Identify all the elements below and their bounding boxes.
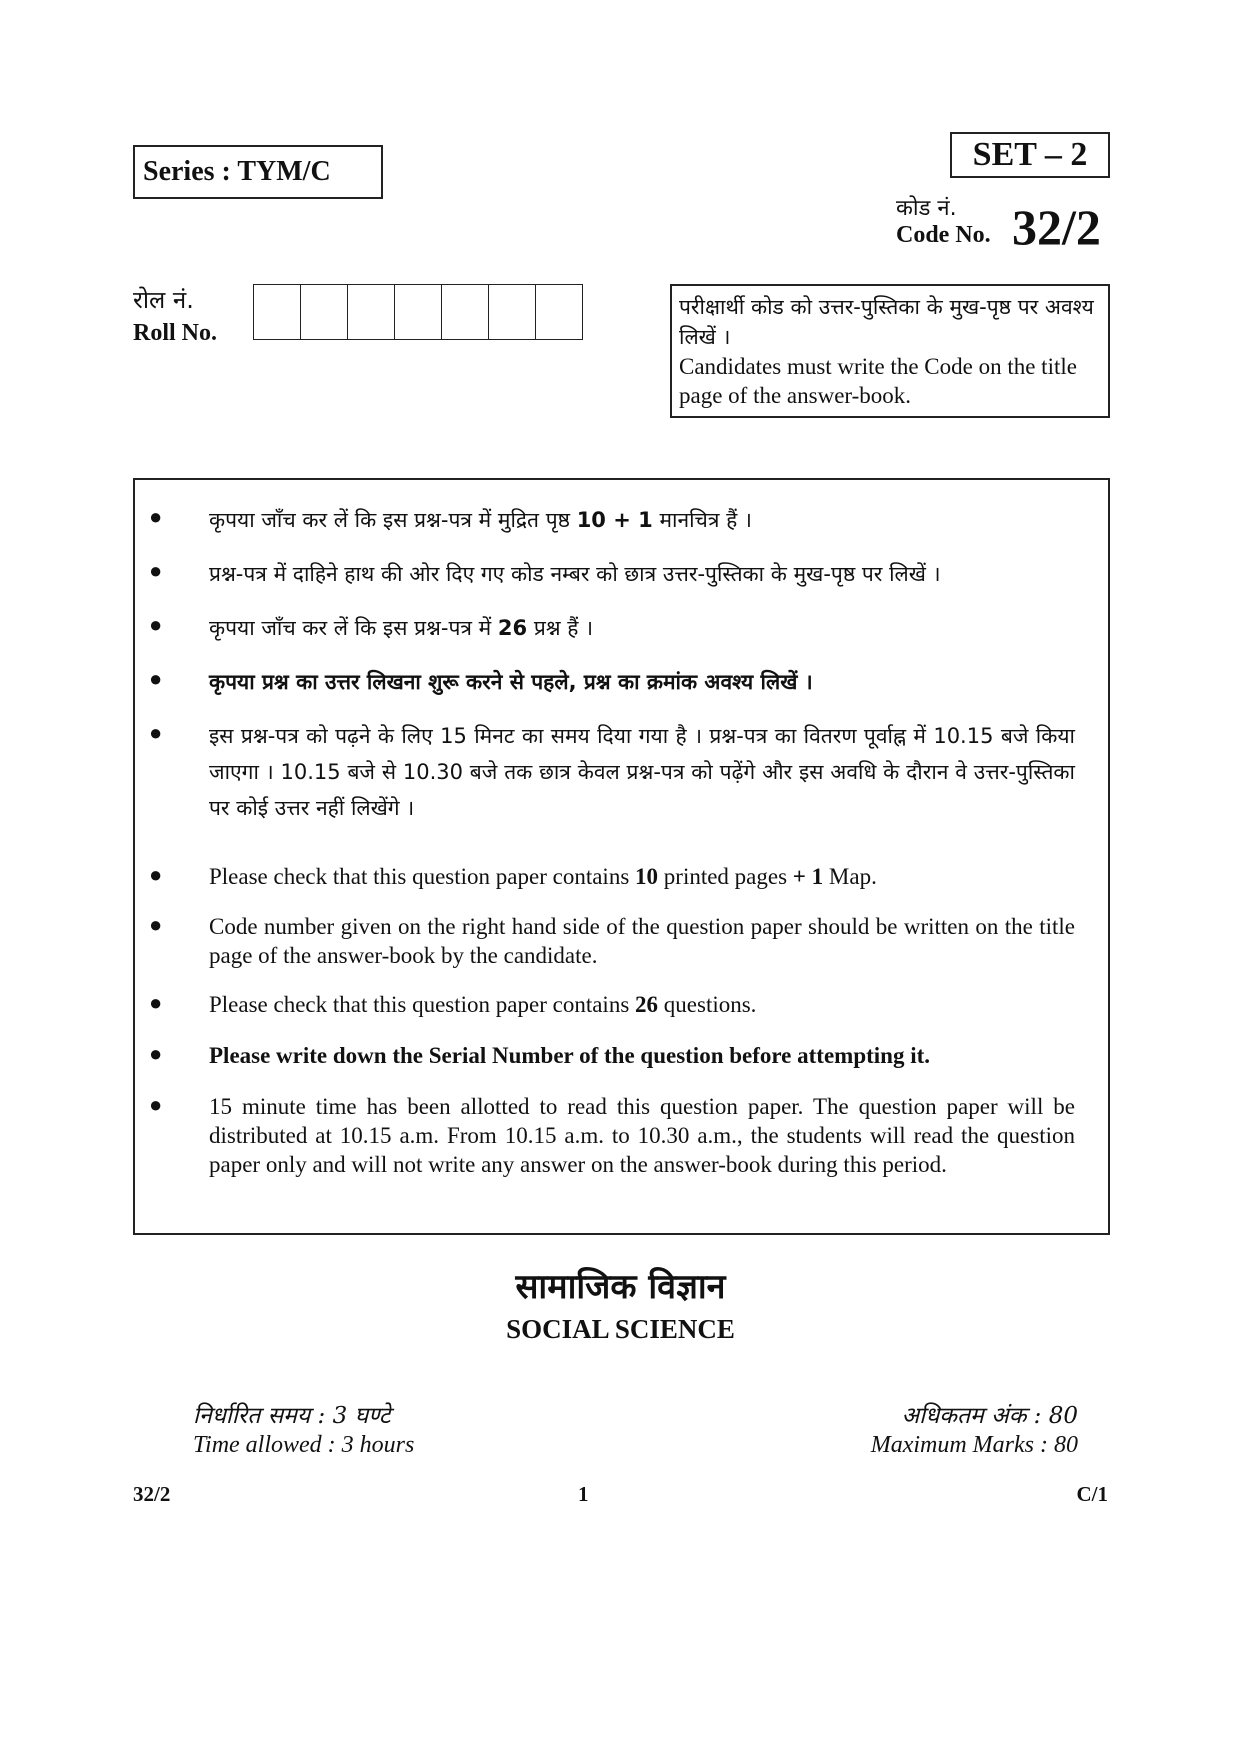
subject-title-english: SOCIAL SCIENCE bbox=[506, 1314, 735, 1344]
code-number: 32/2 bbox=[1012, 199, 1101, 255]
page-number: 1 bbox=[578, 1482, 589, 1506]
roll-label-english: Roll No. bbox=[133, 320, 217, 346]
bullet-icon: ● bbox=[149, 666, 163, 691]
bullet-icon: ● bbox=[149, 558, 163, 583]
bullet-icon: ● bbox=[149, 1041, 163, 1066]
bullet-icon: ● bbox=[149, 862, 163, 887]
bullet-icon: ● bbox=[149, 720, 163, 745]
instruction-text: 15 minute time has been allotted to read this question paper. The question paper will be distributed at 10.15 a.m. From 10.15 a.m. to 10.30 a.m., the students will read the question paper only and will not write any answer on the answer-book during this period. bbox=[209, 1094, 1075, 1177]
bullet-icon: ● bbox=[149, 912, 163, 937]
bullet-icon: ● bbox=[149, 612, 163, 637]
roll-box[interactable] bbox=[301, 285, 348, 339]
instructions-box bbox=[133, 478, 1110, 1235]
roll-box[interactable] bbox=[489, 285, 536, 339]
footer-copy-code: C/1 bbox=[1076, 1482, 1108, 1506]
set-label: SET – 2 bbox=[950, 132, 1110, 178]
instruction-text: इस प्रश्न-पत्र को पढ़ने के लिए 15 मिनट का समय दिया गया है । प्रश्न-पत्र का वितरण पूर्वाह्न में 10.15 बजे किया जाएगा । 10.15 बजे से 10.30 बजे तक छात्र केवल प्रश्न-पत्र को पढ़ेंगे और इस अवधि के दौरान वे उत्तर-पुस्तिका पर कोई उत्तर नहीं लिखेंगे । bbox=[209, 724, 1075, 820]
instruction-text: Please write down the Serial Number of the question before attempting it. bbox=[209, 1043, 931, 1068]
instruction-text: Please check that this question paper contains 10 printed pages + 1 Map. bbox=[209, 864, 877, 889]
subject-title-hindi: सामाजिक विज्ञान bbox=[515, 1267, 726, 1307]
maximum-marks-hindi: अधिकतम अंक : 80 bbox=[901, 1403, 1078, 1429]
roll-number-boxes[interactable] bbox=[253, 284, 583, 340]
time-allowed-english: Time allowed : 3 hours bbox=[193, 1432, 415, 1458]
maximum-marks-english: Maximum Marks : 80 bbox=[870, 1432, 1078, 1458]
candidate-note-box bbox=[670, 284, 1110, 418]
footer-code: 32/2 bbox=[133, 1482, 171, 1506]
bullet-icon: ● bbox=[149, 990, 163, 1015]
roll-box[interactable] bbox=[254, 285, 301, 339]
roll-label-hindi: रोल नं. bbox=[133, 286, 194, 314]
code-label-english: Code No. bbox=[896, 222, 991, 248]
roll-box[interactable] bbox=[395, 285, 442, 339]
bullet-icon: ● bbox=[149, 1092, 163, 1117]
instruction-text: Code number given on the right hand side of the question paper should be written on the title page of the answer-book by the candidate. bbox=[209, 914, 1075, 968]
instruction-text: कृपया जाँच कर लें कि इस प्रश्न-पत्र में 26 प्रश्न हैं । bbox=[209, 616, 594, 640]
time-allowed-hindi: निर्धारित समय : 3 घण्टे bbox=[193, 1403, 391, 1429]
instruction-text: कृपया जाँच कर लें कि इस प्रश्न-पत्र में मुद्रित पृष्ठ 10 + 1 मानचित्र हैं । bbox=[209, 508, 752, 532]
instruction-text: Please check that this question paper contains 26 questions. bbox=[209, 992, 757, 1017]
series-label: Series : TYM/C bbox=[133, 145, 383, 199]
candidate-note-hindi: परीक्षार्थी कोड को उत्तर-पुस्तिका के मुख-पृष्ठ पर अवश्य लिखें । bbox=[679, 295, 1094, 349]
instruction-text: प्रश्न-पत्र में दाहिने हाथ की ओर दिए गए कोड नम्बर को छात्र उत्तर-पुस्तिका के मुख-पृष्ठ पर लिखें । bbox=[209, 562, 941, 586]
roll-box[interactable] bbox=[348, 285, 395, 339]
candidate-note-english: Candidates must write the Code on the title page of the answer-book. bbox=[679, 354, 1077, 408]
bullet-icon: ● bbox=[149, 504, 163, 529]
instruction-text: कृपया प्रश्न का उत्तर लिखना शुरू करने से पहले, प्रश्न का क्रमांक अवश्य लिखें । bbox=[209, 670, 813, 694]
code-label-hindi: कोड नं. bbox=[896, 196, 957, 221]
roll-box[interactable] bbox=[442, 285, 489, 339]
roll-box[interactable] bbox=[536, 285, 583, 339]
